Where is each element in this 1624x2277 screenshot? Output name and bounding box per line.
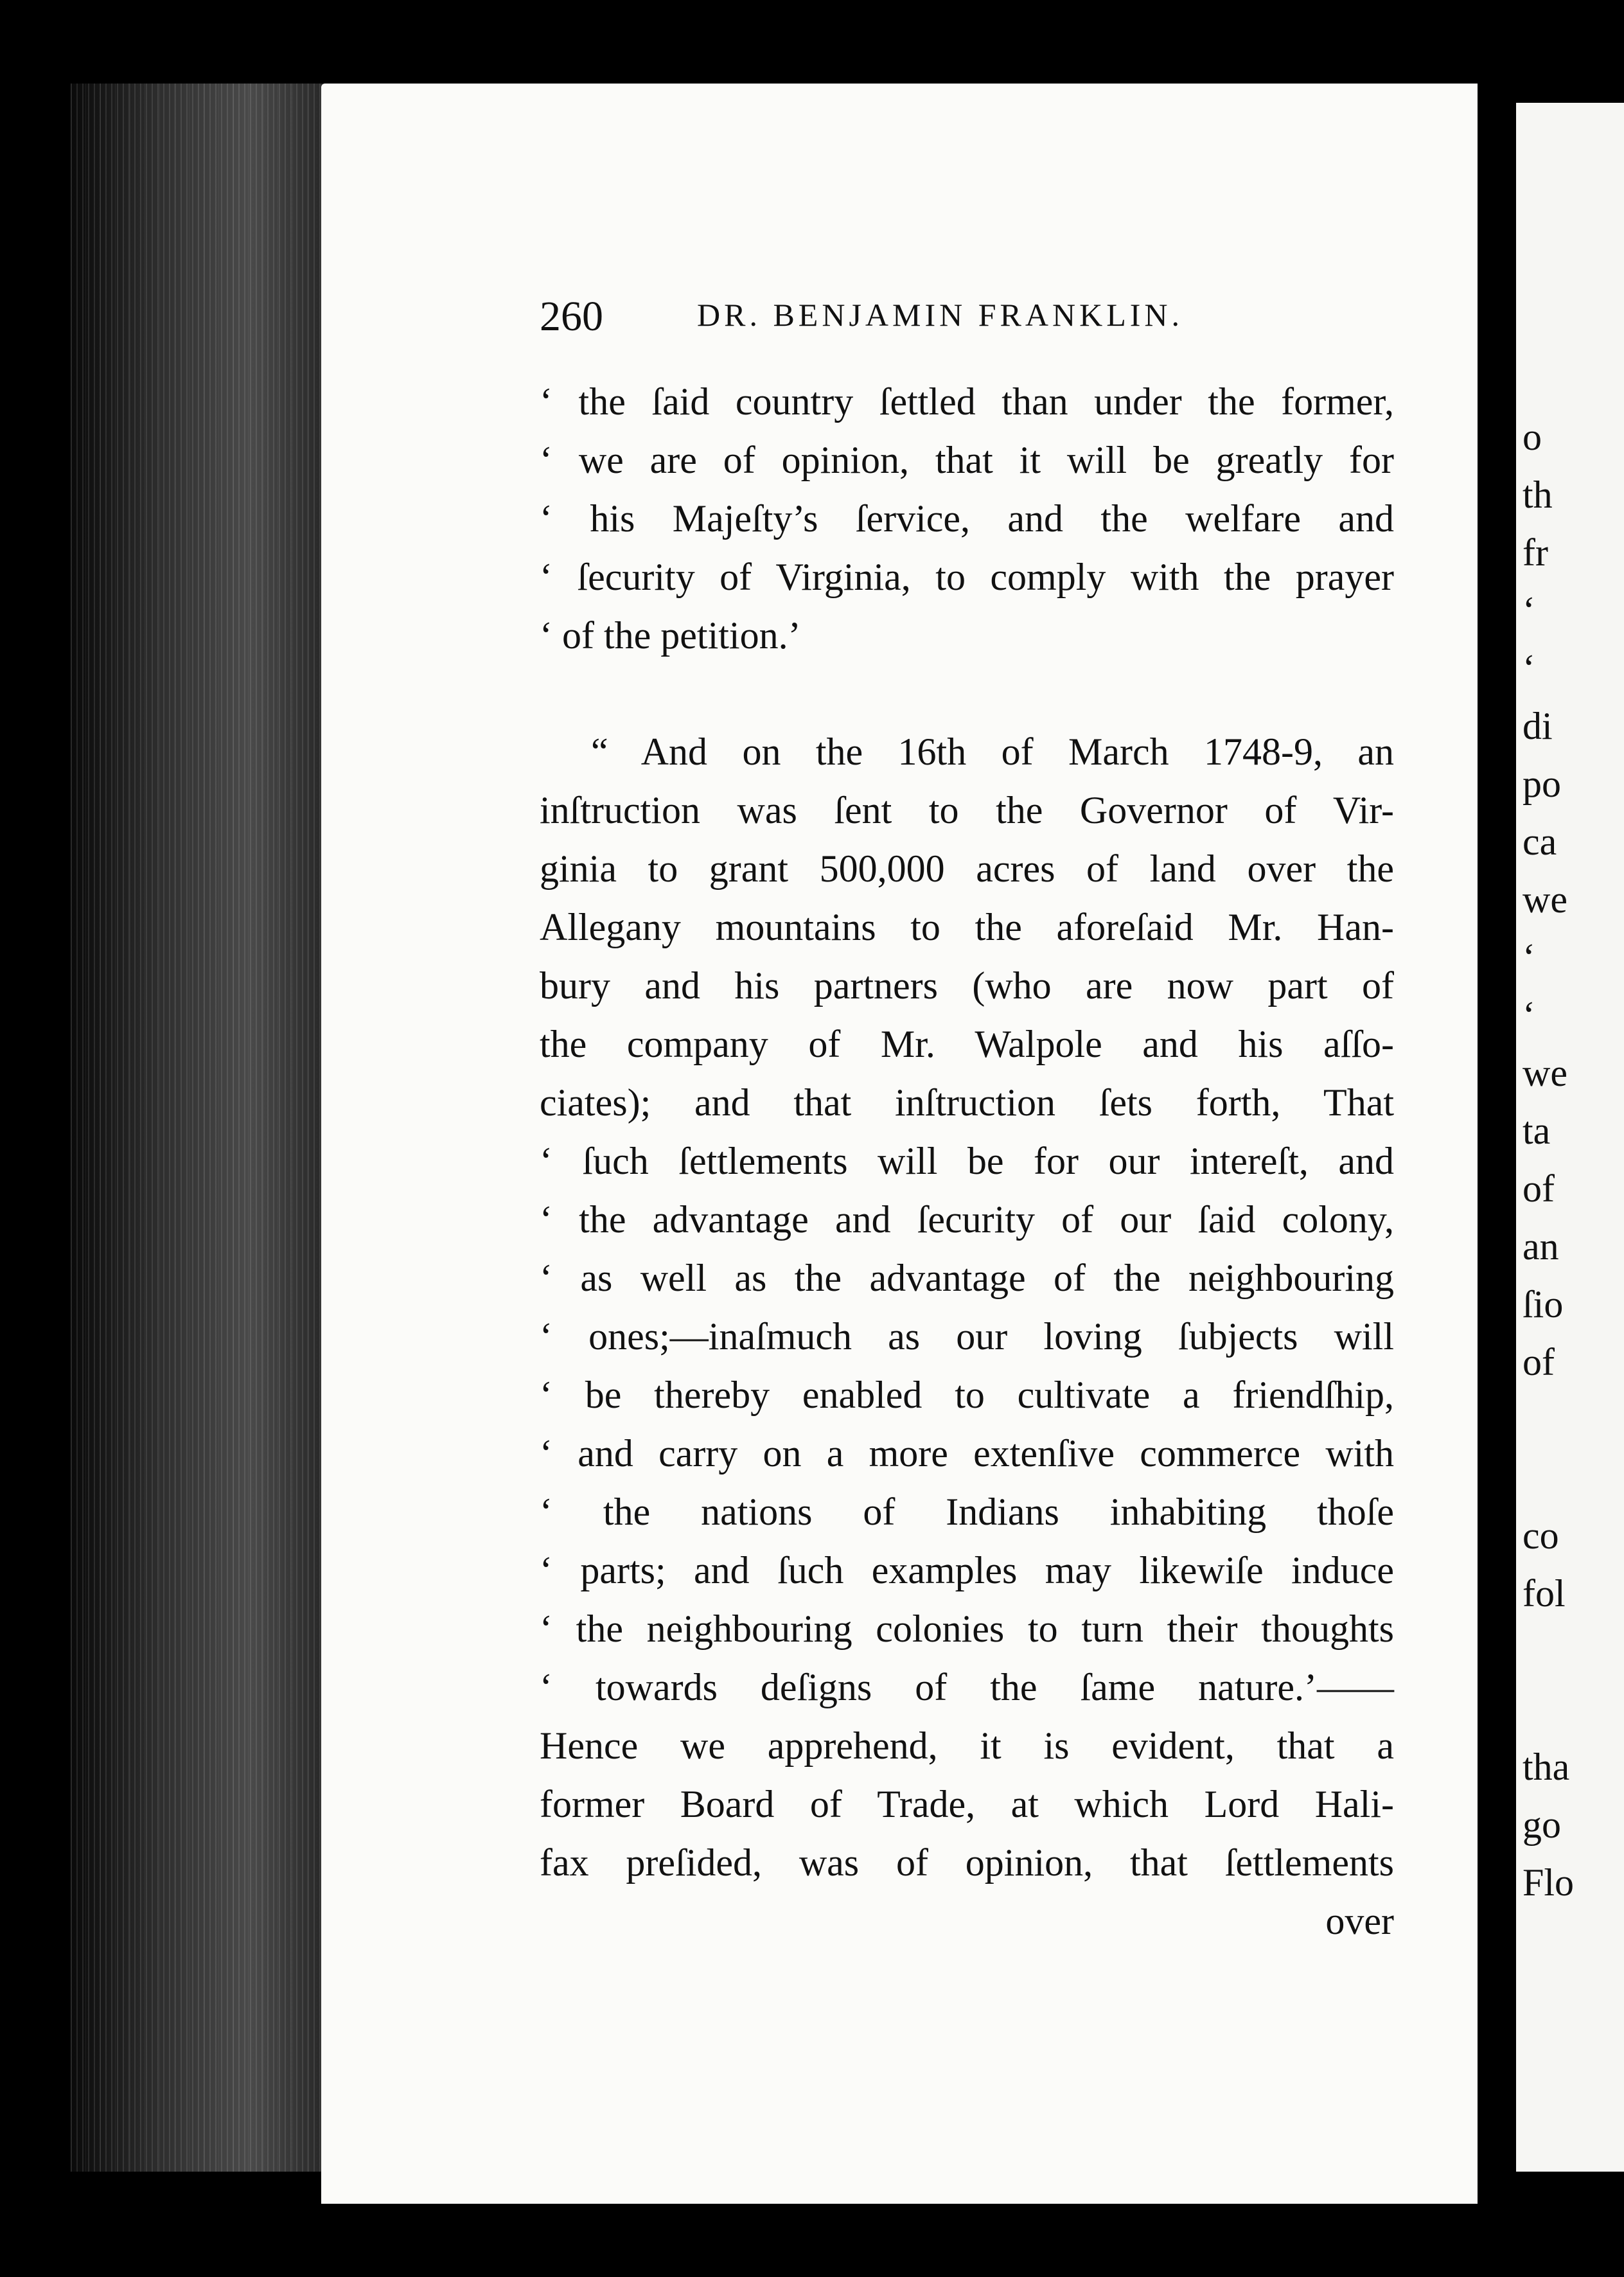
text-line: ‘ the neighbouring colonies to turn their thoughts <box>540 1608 1394 1650</box>
running-head <box>540 292 1400 344</box>
text-line: inſtruction was ſent to the Governor of Vir- <box>540 789 1394 831</box>
facing-fragment: ‘ <box>1522 994 1535 1036</box>
facing-fragment: ‘ <box>1522 647 1535 689</box>
facing-fragment: co <box>1522 1514 1559 1557</box>
text-line: ‘ the advantage and ſecurity of our ſaid colony, <box>540 1198 1394 1241</box>
text-line: ‘ towards deſigns of the ſame nature.’—— <box>540 1666 1394 1708</box>
text-line: ‘ ſuch ſettlements will be for our intereſt, and <box>540 1140 1394 1182</box>
facing-fragment: ca <box>1522 820 1557 863</box>
text-line: the company of Mr. Walpole and his aſſo- <box>540 1023 1394 1065</box>
facing-fragment: of <box>1522 1341 1555 1383</box>
facing-fragment: we <box>1522 878 1567 921</box>
paragraph-break <box>540 665 1394 723</box>
facing-fragment: ‘ <box>1522 589 1535 632</box>
facing-fragment: po <box>1522 763 1561 805</box>
facing-fragment: th <box>1522 474 1553 516</box>
facing-fragment: ‘ <box>1522 936 1535 979</box>
facing-fragment: go <box>1522 1803 1561 1846</box>
text-line: fax preſided, was of opinion, that ſettlements <box>540 1841 1394 1884</box>
text-line: ‘ and carry on a more extenſive commerce with <box>540 1432 1394 1475</box>
book-spine-edge <box>71 84 328 2172</box>
text-line: ‘ the nations of Indians inhabiting thoſe <box>540 1491 1394 1533</box>
facing-fragment: fr <box>1522 531 1548 574</box>
text-line: ‘ of the petition.’ <box>540 614 801 657</box>
text-line: ‘ the ſaid country ſettled than under the former, <box>540 380 1394 423</box>
catchword: over <box>1325 1900 1394 1942</box>
page-number: 260 <box>540 293 603 340</box>
facing-fragment: an <box>1522 1225 1559 1268</box>
facing-fragment: di <box>1522 705 1553 747</box>
text-line: Hence we apprehend, it is evident, that a <box>540 1724 1394 1767</box>
facing-fragment: of <box>1522 1167 1555 1210</box>
text-line: ‘ be thereby enabled to cultivate a friendſhip, <box>540 1374 1394 1416</box>
text-line: Allegany mountains to the aforeſaid Mr. Han- <box>540 906 1394 948</box>
body-text <box>540 373 1394 1951</box>
text-line: ‘ ſecurity of Virginia, to comply with the prayer <box>540 556 1394 598</box>
facing-fragment: we <box>1522 1052 1567 1094</box>
facing-fragment: fol <box>1522 1572 1566 1615</box>
facing-fragment: tha <box>1522 1746 1570 1788</box>
text-line: ciates); and that inſtruction ſets forth, That <box>540 1081 1394 1124</box>
text-line: ginia to grant 500,000 acres of land over the <box>540 847 1394 890</box>
facing-fragment: ta <box>1522 1110 1551 1152</box>
facing-fragment: Flo <box>1522 1861 1575 1904</box>
facing-fragment: o <box>1522 416 1542 458</box>
text-line: bury and his partners (who are now part of <box>540 964 1394 1007</box>
text-line: ‘ as well as the advantage of the neighbouring <box>540 1257 1394 1299</box>
text-line: ‘ ones;—inaſmuch as our loving ſubjects will <box>540 1315 1394 1358</box>
text-line: ‘ his Majeſty’s ſervice, and the welfare and <box>540 497 1394 540</box>
facing-fragment: ſio <box>1522 1283 1564 1325</box>
page-gutter <box>1478 96 1516 2184</box>
text-line: “ And on the 16th of March 1748-9, an <box>591 731 1394 773</box>
text-line: ‘ parts; and ſuch examples may likewiſe induce <box>540 1549 1394 1591</box>
text-line: former Board of Trade, at which Lord Hali- <box>540 1783 1394 1825</box>
text-line: ‘ we are of opinion, that it will be greatly for <box>540 439 1394 481</box>
facing-page-edge <box>1516 103 1624 2172</box>
running-title: DR. BENJAMIN FRANKLIN. <box>697 297 1184 333</box>
